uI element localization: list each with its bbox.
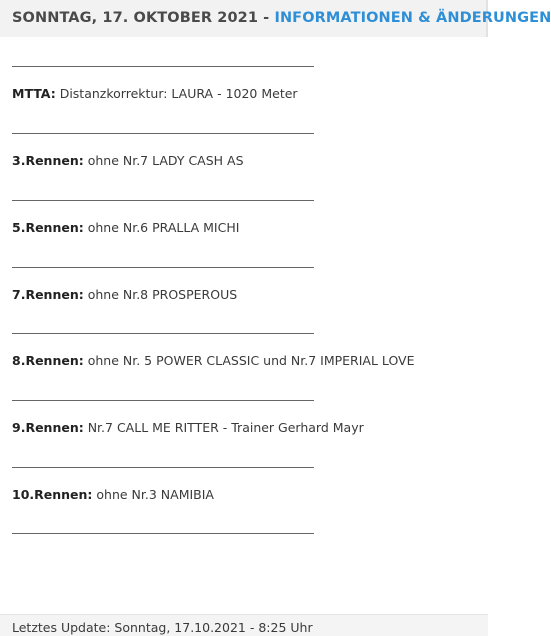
- entry-text: ohne Nr.8 PROSPEROUS: [83, 287, 238, 302]
- entry-text: Nr.7 CALL ME RITTER - Trainer Gerhard Mayr: [83, 420, 364, 435]
- entry-label: 8.Rennen:: [12, 353, 84, 368]
- entry-race-8: [12, 353, 415, 368]
- entry-text: Distanzkorrektur: LAURA - 1020 Meter: [55, 86, 298, 101]
- page-footer: [0, 614, 488, 636]
- divider-line: [12, 267, 314, 268]
- entry-race-9: [12, 420, 364, 435]
- header-date: SONNTAG, 17. OKTOBER 2021: [12, 10, 259, 26]
- entry-label: 9.Rennen:: [12, 420, 84, 435]
- divider-line: [12, 533, 314, 534]
- entry-label: 5.Rennen:: [12, 220, 84, 235]
- entry-text: ohne Nr. 5 POWER CLASSIC und Nr.7 IMPERIAL LOVE: [83, 353, 415, 368]
- entry-race-5: [12, 220, 239, 235]
- entry-label: 3.Rennen:: [12, 153, 84, 168]
- page-header: [0, 0, 551, 37]
- entry-label: 10.Rennen:: [12, 487, 93, 502]
- divider-line: [12, 467, 314, 468]
- entry-text: ohne Nr.6 PRALLA MICHI: [83, 220, 240, 235]
- entry-label: 7.Rennen:: [12, 287, 84, 302]
- entry-mtta: [12, 86, 298, 101]
- entry-race-3: [12, 153, 244, 168]
- entry-text: ohne Nr.3 NAMIBIA: [92, 487, 214, 502]
- header-section-link[interactable]: INFORMATIONEN & ÄNDERUNGEN: [274, 10, 551, 26]
- header-separator: -: [258, 10, 275, 26]
- divider-line: [12, 333, 314, 334]
- last-update-text: Letztes Update: Sonntag, 17.10.2021 - 8:25 Uhr: [12, 620, 313, 635]
- header-title: [12, 10, 551, 26]
- divider-line: [12, 400, 314, 401]
- entry-label: MTTA:: [12, 86, 56, 101]
- entry-race-7: [12, 287, 237, 302]
- divider-line: [12, 66, 314, 67]
- divider-line: [12, 133, 314, 134]
- divider-line: [12, 200, 314, 201]
- entry-text: ohne Nr.7 LADY CASH AS: [83, 153, 244, 168]
- entry-race-10: [12, 487, 214, 502]
